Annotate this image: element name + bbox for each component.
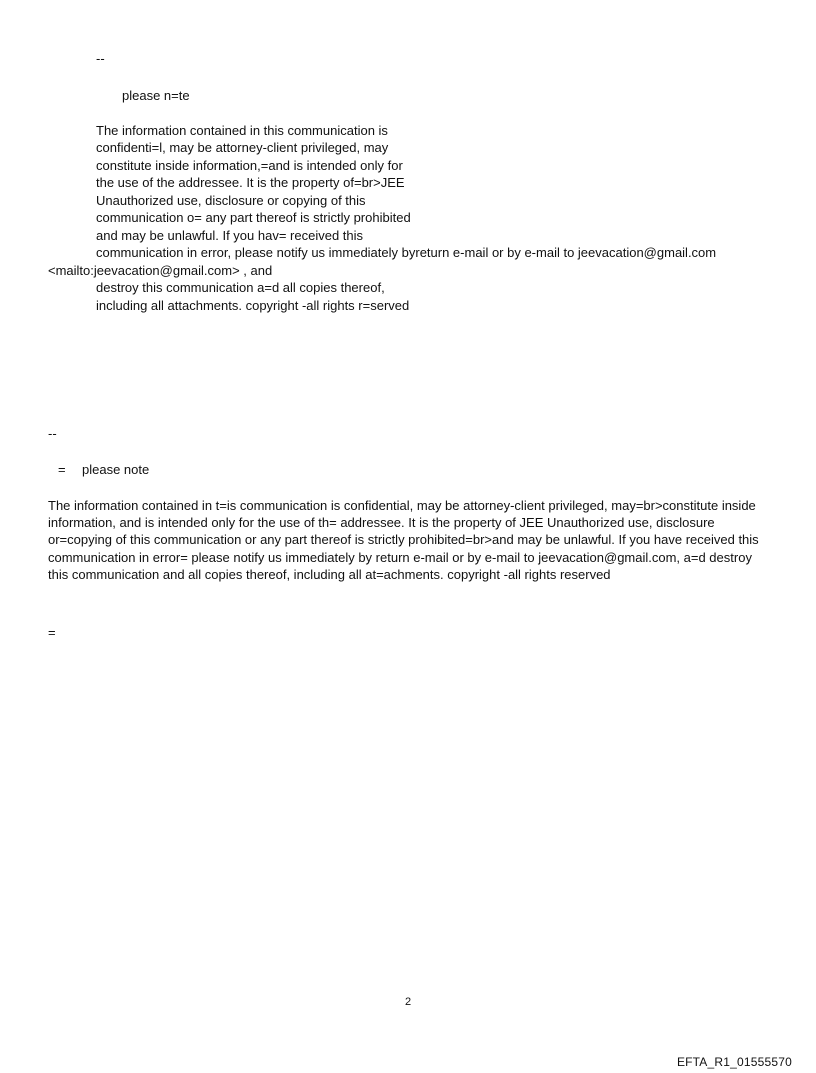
notice-line-7: and may be unlawful. If you hav= received this: [96, 228, 364, 243]
notice-line-6: communication o= any part thereof is strictly prohibited: [96, 210, 411, 225]
notice-line-8: communication in error, please notify us immediately byreturn e-mail or by e-mail to jeevacation@gmail.com: [96, 245, 717, 260]
notice-paragraph: The information contained in t=is communication is confidential, may be attorney-client privileged, may=br>constitute inside information, and is intended only for the use of th= addressee. It is the property of JEE Unauthorized use, disclosure or=copying of this communication or any part thereof is strictly prohibited=br>and may be unlawful. If you have received this communication in error= please notify us immediately by return e-mail or by e-mail to jeevacation@gmail.com, a=d destroy this communication and all copies thereof, including all at=achments. copyright -all rights reserved: [48, 498, 759, 582]
notice-line-3: constitute inside information,=and is intended only for: [96, 158, 403, 173]
notice-heading-2: please note: [82, 462, 150, 477]
notice-heading-prefix: =: [58, 462, 66, 477]
notice-line-2: confidenti=l, may be attorney-client privileged, may: [96, 140, 389, 155]
notice-line-10: destroy this communication a=d all copies thereof,: [96, 280, 385, 295]
notice-line-4: the use of the addressee. It is the property of=br>JEE: [96, 175, 405, 190]
notice-line-1: The information contained in this communication is: [96, 123, 388, 138]
notice-line-11: including all attachments. copyright -all rights r=served: [96, 298, 410, 313]
trailing-equals: =: [48, 625, 56, 640]
document-id: EFTA_R1_01555570: [676, 1055, 792, 1069]
separator-top: --: [96, 51, 105, 66]
separator-middle: --: [48, 426, 57, 441]
notice-heading-1: please n=te: [122, 88, 190, 103]
notice-line-9-mailto: <mailto:jeevacation@gmail.com> , and: [48, 263, 273, 278]
page-number: 2: [404, 996, 412, 1008]
notice-line-5: Unauthorized use, disclosure or copying of this: [96, 193, 366, 208]
